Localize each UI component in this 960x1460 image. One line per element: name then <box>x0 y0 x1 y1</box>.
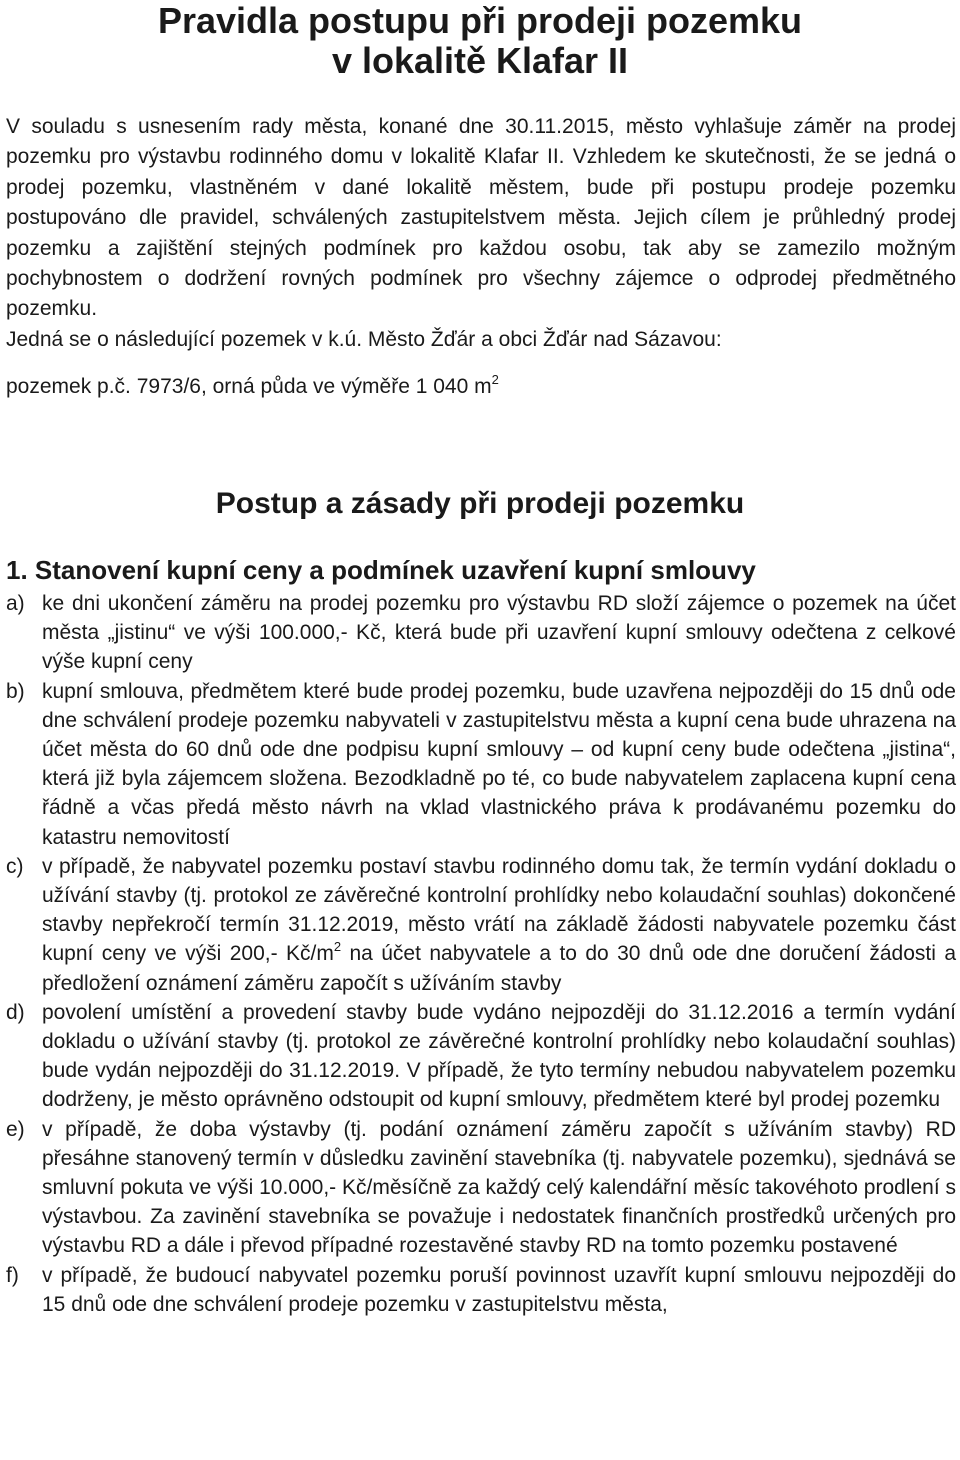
document-title-line2: v lokalitě Klafar II <box>331 40 629 81</box>
parcel-text: pozemek p.č. 7973/6, orná půda ve výměře 1 040 m <box>6 375 492 398</box>
conditions-list <box>6 589 956 1319</box>
list-item-text: ke dni ukončení záměru na prodej pozemku pro výstavbu RD složí zájemce o pozemek na účet města „jistinu“ ve výši 100.000,- Kč, která bude při uzavření kupní smlouvy odečtena z celkové výše kupní ceny <box>42 592 956 674</box>
list-item <box>6 589 956 677</box>
list-item-marker: b) <box>6 679 25 703</box>
section-heading: 1. Stanovení kupní ceny a podmínek uzavření kupní smlouvy <box>6 555 756 585</box>
list-item <box>6 677 956 852</box>
list-item-text: v případě, že doba výstavby (tj. podání oznámení záměru započít s užíváním stavby) RD přesáhne stanovený termín v důsledku zavinění stavebníka (tj. nabyvatele pozemku), sjednává se smluvní pokuta ve výši 10.000,- Kč/měsíčně za každý celý kalendářní měsíc takovéhoto prodlení s výstavbou. Za zavinění stavebníka se považuje i nedostatek finančních prostředků určených pro výstavbu RD a dále i převod případné rozestavěné stavby RD na tomto pozemku postavené <box>42 1117 956 1258</box>
intro-paragraph: V souladu s usnesením rady města, konané dne 30.11.2015, město vyhlašuje záměr na prodej pozemku pro výstavbu rodinného domu v lokalitě Klafar II. Vzhledem ke skutečnosti, že se jedná o prodej pozemku, vlastněném v dané lokalitě městem, bude při postupu prodeje pozemku postupováno dle pravidel, schválených zastupitelstvem města. Jejich cílem je průhledný prodej pozemku a zajištění stejných podmínek pro každou osobu, tak aby se zamezilo možným pochybnostem o dodržení rovných podmínek pro všechny zájemce o odprodej předmětného pozemku. <box>6 115 956 321</box>
list-item-text: v případě, že budoucí nabyvatel pozemku poruší povinnost uzavřít kupní smlouvu nejpozději do 15 dnů ode dne schválení prodeje pozemku v zastupitelstvu města, <box>42 1263 956 1316</box>
document-title-line1: Pravidla postupu při prodeji pozemku <box>157 0 803 41</box>
parcel-line <box>6 372 499 402</box>
list-item <box>6 852 956 998</box>
list-item-marker: d) <box>6 1000 25 1024</box>
list-item-text <box>42 852 956 998</box>
list-item-text-part: v případě, že nabyvatel pozemku postaví stavbu rodinného domu tak, že termín vydání dokladu o užívání stavby (tj. protokol ze závěrečné kontrolní prohlídky nebo kolaudační souhlas) dokončené stavby nepřekročí termín 31.12.2019, město vrátí na základě žádosti nabyvatele pozemku část kupní ceny ve výši 200,- Kč/m <box>42 854 956 966</box>
list-item-marker: e) <box>6 1117 25 1141</box>
list-item-marker: f) <box>6 1263 19 1287</box>
list-item-text: kupní smlouva, předmětem které bude prodej pozemku, bude uzavřena nejpozději do 15 dnů ode dne schválení prodeje pozemku nabyvateli v zastupitelstvu města a kupní cena bude uhrazena na účet města do 60 dnů ode dne podpisu kupní smlouvy – od kupní ceny bude odečtena „jistina“, která již byla zájemcem složena. Bezodkladně po té, co bude nabyvatelem zaplacena kupní cena řádně a včas předá město návrh na vklad vlastnického práva k prodávanému pozemku do katastru nemovitostí <box>42 679 956 849</box>
list-item-text-part: na účet nabyvatele a to do 30 dnů ode dne doručení žádosti a předložení oznámení záměru započít s užíváním stavby <box>42 942 957 995</box>
list-item-marker: c) <box>6 854 24 878</box>
section-subtitle: Postup a zásady při prodeji pozemku <box>215 486 745 520</box>
parcel-unit-superscript: 2 <box>491 372 499 387</box>
list-item <box>6 998 956 1115</box>
intro-section <box>6 112 956 355</box>
unit-superscript: 2 <box>333 939 342 955</box>
intro-parcel-location: Jedná se o následující pozemek v k.ú. Město Žďár a obci Žďár nad Sázavou: <box>6 327 722 351</box>
list-item <box>6 1115 956 1261</box>
list-item-marker: a) <box>6 592 25 615</box>
list-item <box>6 1261 956 1319</box>
list-item-text: povolení umístění a provedení stavby bude vydáno nejpozději do 31.12.2016 a termín vydání dokladu o užívání stavby (tj. protokol ze závěrečné kontrolní prohlídky nebo kolaudační souhlas) bude vydán nejpozději do 31.12.2019. V případě, že tyto termíny nebudou nabyvatelem pozemku dodrženy, je město oprávněno odstoupit od kupní smlouvy, předmětem které byl prodej pozemku <box>42 1000 956 1112</box>
